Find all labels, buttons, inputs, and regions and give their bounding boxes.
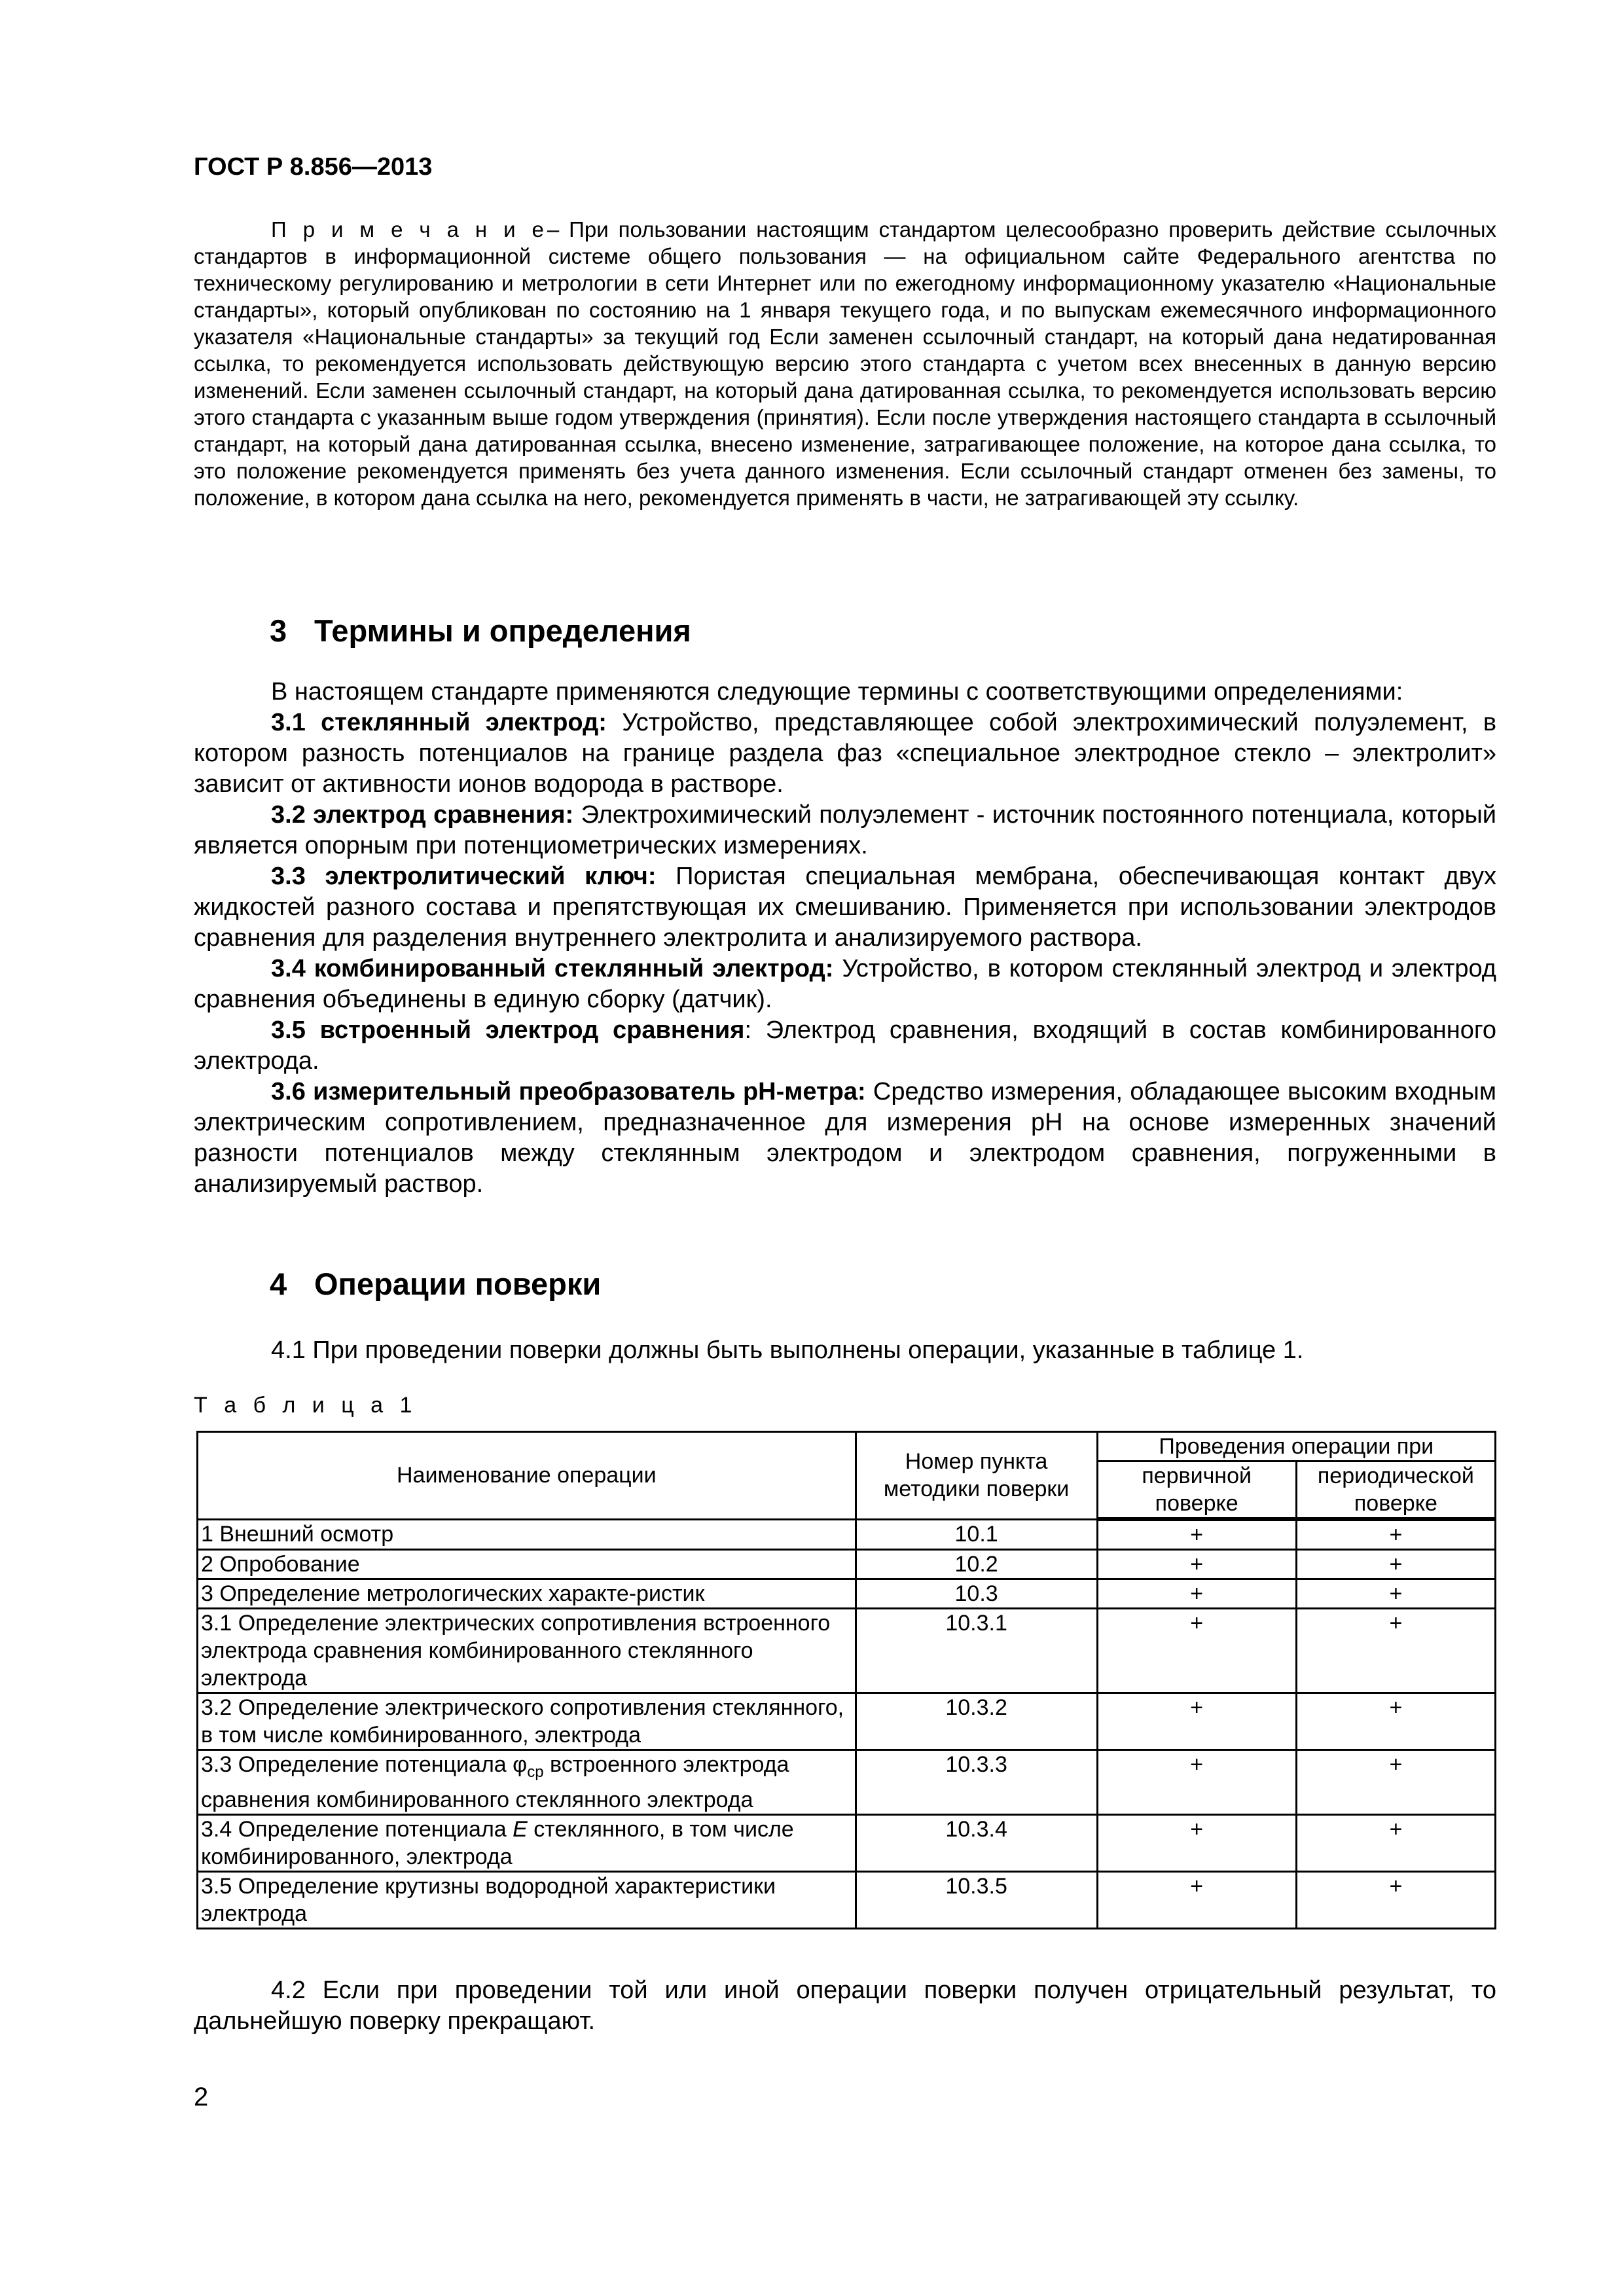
- row-primary-mark: +: [1097, 1609, 1296, 1693]
- row-operation-name: [198, 1814, 856, 1871]
- row-name-end: стеклянного, в том числе комбинированного, электрода: [201, 1816, 794, 1869]
- row-primary-mark: +: [1097, 1550, 1296, 1579]
- section-3-number: 3: [270, 613, 287, 648]
- table-caption: Т а б л и ц а 1: [194, 1393, 418, 1418]
- row-periodic-mark: +: [1296, 1871, 1495, 1928]
- row-operation-name: 3.2 Определение электрического сопротивления стеклянного, в том числе комбинированного, электрода: [198, 1693, 856, 1750]
- row-primary-mark: +: [1097, 1519, 1296, 1550]
- note-label: П р и м е ч а н и е: [271, 217, 547, 242]
- row-periodic-mark: +: [1296, 1519, 1495, 1550]
- term-3-2: [194, 800, 1496, 861]
- row-method-number: 10.2: [856, 1550, 1097, 1579]
- row-operation-name: 2 Опробование: [198, 1550, 856, 1579]
- table-row: [198, 1814, 1496, 1871]
- term-3-2-name: 3.2 электрод сравнения:: [271, 801, 574, 829]
- table-header-row: [198, 1432, 1496, 1462]
- row-primary-mark: +: [1097, 1871, 1296, 1928]
- term-3-3-name: 3.3 электролитический ключ:: [271, 863, 657, 890]
- section-3-body: [194, 677, 1496, 1200]
- row-method-number: 10.3.2: [856, 1693, 1097, 1750]
- row-method-number: 10.1: [856, 1519, 1097, 1550]
- header-periodic: периодической поверке: [1296, 1462, 1495, 1520]
- standard-header: ГОСТ Р 8.856—2013: [194, 153, 433, 181]
- page-number: 2: [194, 2083, 209, 2111]
- row-name-start: 3.4 Определение потенциала: [201, 1816, 513, 1842]
- table-row: [198, 1609, 1496, 1693]
- note-text: – При пользовании настоящим стандартом целесообразно проверить действие ссылочных стандартов в информационной системе общего пользования — на официальном сайте Федерального агентства по техническому регулированию и метрологии в сети Интернет или по ежегодному информационному указателю «Национальные стандарты», который опубликован по состоянию на 1 января текущего года, и по выпускам ежемесячного информационного указателя «Национальные стандарты» за текущий год Если заменен ссылочный стандарт, на который дана недатированная ссылка, то рекомендуется использовать действующую версию этого стандарта с учетом всех внесенных в данную версию изменений. Если заменен ссылочный стандарт, на который дана датированная ссылка, то рекомендуется использовать версию этого стандарта с указанным выше годом утверждения (принятия). Если после утверждения настоящего стандарта в ссылочный стандарт, на который дана датированная ссылка, внесено изменение, затрагивающее положение, на которое дана ссылка, то это положение рекомендуется применять без учета данного изменения. Если ссылочный стандарт отменен без замены, то положение, в котором дана ссылка на него, рекомендуется применять в части, не затрагивающей эту ссылку.: [194, 217, 1496, 510]
- header-method-number: Номер пункта методики поверки: [856, 1432, 1097, 1520]
- row-name-end: встроенного электрода сравнения комбинированного стеклянного электрода: [201, 1752, 789, 1812]
- term-3-5-definition: : Электрод сравнения, входящий в состав комбинированного электрода.: [194, 1016, 1496, 1075]
- table-row: [198, 1693, 1496, 1750]
- term-3-4: [194, 954, 1496, 1015]
- term-3-1: [194, 708, 1496, 800]
- header-primary: первичной поверке: [1097, 1462, 1296, 1520]
- section-4-title: Операции поверки: [314, 1266, 602, 1301]
- table-row: [198, 1579, 1496, 1609]
- note-paragraph: [194, 216, 1496, 511]
- row-periodic-mark: +: [1296, 1814, 1495, 1871]
- table-row: [198, 1519, 1496, 1550]
- section-3-title: Термины и определения: [314, 613, 691, 648]
- row-method-number: 10.3.3: [856, 1750, 1097, 1815]
- term-3-3: [194, 861, 1496, 954]
- row-operation-name: 3 Определение метрологических характе-ристик: [198, 1579, 856, 1609]
- row-operation-name: [198, 1750, 856, 1815]
- row-periodic-mark: +: [1296, 1550, 1495, 1579]
- row-name-start: 3.3 Определение потенциала: [201, 1752, 513, 1777]
- term-3-6: [194, 1077, 1496, 1200]
- row-operation-name: 3.1 Определение электрических сопротивления встроенного электрода сравнения комбинированного стеклянного электрода: [198, 1609, 856, 1693]
- operations-table: [196, 1431, 1496, 1929]
- section-3-intro: В настоящем стандарте применяются следующие термины с соответствующими определениями:: [271, 678, 1403, 706]
- row-periodic-mark: +: [1296, 1750, 1495, 1815]
- row-primary-mark: +: [1097, 1814, 1296, 1871]
- row-operation-name: 1 Внешний осмотр: [198, 1519, 856, 1550]
- term-3-5: [194, 1015, 1496, 1077]
- phi-subscript: ср: [527, 1763, 544, 1781]
- header-operation-name: Наименование операции: [198, 1432, 856, 1520]
- row-periodic-mark: +: [1296, 1579, 1495, 1609]
- table-row: [198, 1550, 1496, 1579]
- paragraph-4-2: 4.2 Если при проведении той или иной операции поверки получен отрицательный результат, то дальнейшую поверку прекращают.: [194, 1977, 1496, 2035]
- section-4-number: 4: [270, 1266, 287, 1301]
- row-periodic-mark: +: [1296, 1693, 1495, 1750]
- term-3-6-name: 3.6 измерительный преобразователь pH-метра:: [271, 1078, 866, 1105]
- term-3-6-definition: Средство измерения, обладающее высоким входным электрическим сопротивлением, предназначенное для измерения pH на основе измеренных значений разности потенциалов между стеклянным электродом и электродом сравнения, погруженными в анализируемый раствор.: [194, 1078, 1496, 1198]
- term-3-4-definition: Устройство, в котором стеклянный электрод и электрод сравнения объединены в единую сборку (датчик).: [194, 955, 1496, 1013]
- header-performed-when: Проведения операции при: [1097, 1432, 1495, 1462]
- row-primary-mark: +: [1097, 1750, 1296, 1815]
- term-3-1-name: 3.1 стеклянный электрод:: [271, 709, 607, 736]
- row-primary-mark: +: [1097, 1579, 1296, 1609]
- row-method-number: 10.3.1: [856, 1609, 1097, 1693]
- paragraph-4-1: 4.1 При проведении поверки должны быть выполнены операции, указанные в таблице 1.: [271, 1336, 1304, 1364]
- table-row: [198, 1750, 1496, 1815]
- row-periodic-mark: +: [1296, 1609, 1495, 1693]
- term-3-4-name: 3.4 комбинированный стеклянный электрод:: [271, 955, 834, 982]
- term-3-3-definition: Пористая специальная мембрана, обеспечивающая контакт двух жидкостей разного состава и препятствующая их смешиванию. Применяется при использовании электродов сравнения для разделения внутреннего электролита и анализируемого раствора.: [194, 863, 1496, 952]
- row-method-number: 10.3.4: [856, 1814, 1097, 1871]
- row-primary-mark: +: [1097, 1693, 1296, 1750]
- potential-symbol-e: E: [513, 1816, 528, 1842]
- section-3-heading: [270, 613, 691, 649]
- row-method-number: 10.3: [856, 1579, 1097, 1609]
- term-3-1-definition: Устройство, представляющее собой электрохимический полуэлемент, в котором разность потенциалов на границе раздела фаз «специальное электродное стекло – электролит» зависит от активности ионов водорода в растворе.: [194, 709, 1497, 798]
- table-row: [198, 1871, 1496, 1928]
- row-operation-name: 3.5 Определение крутизны водородной характеристики электрода: [198, 1871, 856, 1928]
- term-3-5-name: 3.5 встроенный электрод сравнения: [271, 1016, 745, 1044]
- phi-symbol: φ: [513, 1752, 528, 1777]
- row-method-number: 10.3.5: [856, 1871, 1097, 1928]
- term-3-2-definition: Электрохимический полуэлемент - источник постоянного потенциала, который является опорным при потенциометрических измерениях.: [194, 801, 1496, 859]
- section-4-heading: [270, 1266, 601, 1302]
